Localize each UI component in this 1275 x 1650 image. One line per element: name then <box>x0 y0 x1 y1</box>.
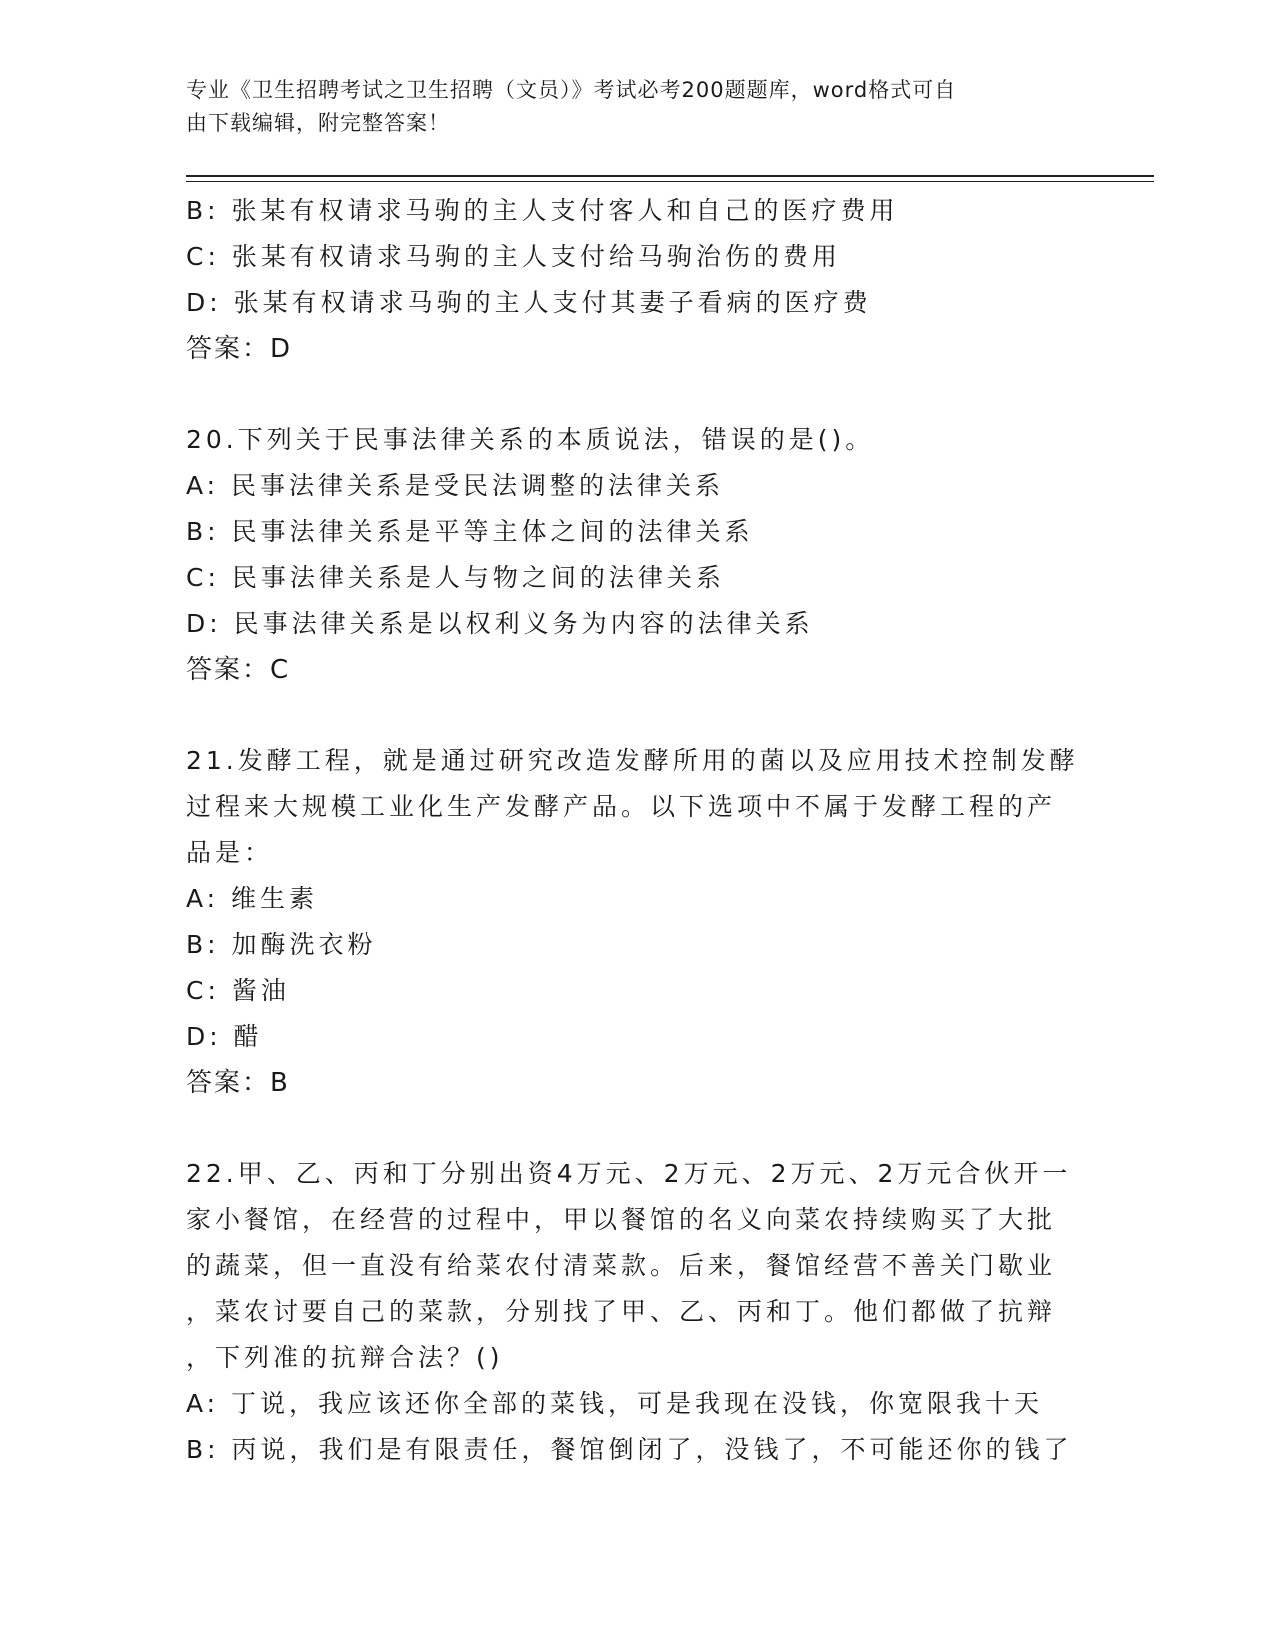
option-d: D: 张某有权请求马驹的主人支付其妻子看病的医疗费 <box>186 288 872 317</box>
question-22 <box>186 1151 1086 1473</box>
question-stem-line-2: 家小餐馆，在经营的过程中，甲以餐馆的名义向菜农持续购买了大批 <box>186 1205 1057 1234</box>
question-list <box>186 188 1086 1473</box>
option-b: B: 民事法律关系是平等主体之间的法律关系 <box>186 517 754 546</box>
question-stem-line-3: 的蔬菜，但一直没有给菜农付清菜款。后来，餐馆经营不善关门歇业 <box>186 1251 1057 1280</box>
answer-line: 答案：C <box>186 655 291 685</box>
answer-line: 答案：B <box>186 1068 290 1098</box>
question-stem-line-1: 22.甲、乙、丙和丁分别出资4万元、2万元、2万元、2万元合伙开一 <box>186 1159 1072 1188</box>
answer-line: 答案：D <box>186 334 293 364</box>
header-rule-thick <box>186 175 1154 177</box>
question-21 <box>186 738 1086 1106</box>
question-stem: 20.下列关于民事法律关系的本质说法，错误的是()。 <box>186 425 875 454</box>
header-line-1: 专业《卫生招聘考试之卫生招聘（文员）》考试必考200题题库，word格式可自 <box>186 78 957 102</box>
option-c: C: 民事法律关系是人与物之间的法律关系 <box>186 563 725 592</box>
question-19-tail <box>186 188 1086 372</box>
option-a: A: 民事法律关系是受民法调整的法律关系 <box>186 471 725 500</box>
option-d: D: 醋 <box>186 1022 263 1051</box>
question-stem-line-1: 21.发酵工程，就是通过研究改造发酵所用的菌以及应用技术控制发酵 <box>186 746 1079 775</box>
question-stem-line-5: ，下列准的抗辩合法？() <box>186 1343 504 1372</box>
option-c: C: 酱油 <box>186 976 290 1005</box>
option-a: A: 维生素 <box>186 884 319 913</box>
option-b: B: 丙说，我们是有限责任，餐馆倒闭了，没钱了，不可能还你的钱了 <box>186 1435 1073 1464</box>
question-stem-line-2: 过程来大规模工业化生产发酵产品。以下选项中不属于发酵工程的产 <box>186 792 1057 821</box>
option-c: C: 张某有权请求马驹的主人支付给马驹治伤的费用 <box>186 242 841 271</box>
question-stem-line-4: ，菜农讨要自己的菜款，分别找了甲、乙、丙和丁。他们都做了抗辩 <box>186 1297 1057 1326</box>
option-a: A: 丁说，我应该还你全部的菜钱，可是我现在没钱，你宽限我十天 <box>186 1389 1044 1418</box>
document-header <box>186 74 1066 140</box>
header-rule-thin <box>186 181 1154 182</box>
option-b: B: 加酶洗衣粉 <box>186 930 377 959</box>
option-b: B: 张某有权请求马驹的主人支付客人和自己的医疗费用 <box>186 196 899 225</box>
question-stem-line-3: 品是： <box>186 838 274 867</box>
option-d: D: 民事法律关系是以权利义务为内容的法律关系 <box>186 609 814 638</box>
question-20 <box>186 417 1086 693</box>
header-line-2: 由下载编辑，附完整答案！ <box>186 111 450 135</box>
